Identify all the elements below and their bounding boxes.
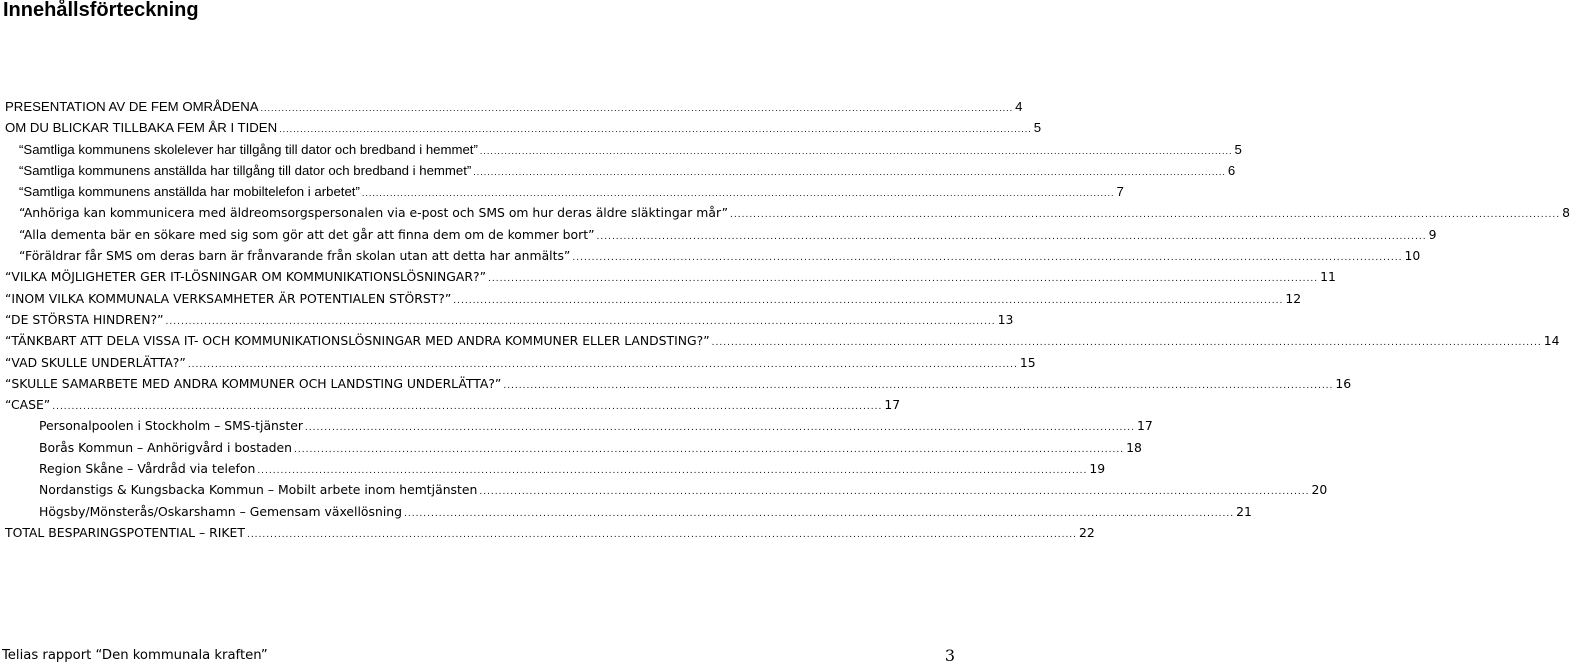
toc-entry[interactable] [5,394,901,415]
dot-leader: ....................................................................................................................................................................................................................... [187,359,1018,370]
toc-entry[interactable] [5,373,1352,394]
dot-leader: ....................................................................................................................................................................................................................... [260,103,1014,113]
toc-entry[interactable] [5,160,1236,181]
toc-entry-page: 17 [1137,418,1153,434]
toc-entry-label: “Samtliga kommunens anställda har mobiltelefon i arbetet” [19,184,360,200]
toc-entry-page: 5 [1033,120,1042,136]
toc-entry-label: “Föräldrar får SMS om deras barn är frånvarande från skolan utan att detta har anmälts” [19,248,571,264]
toc-entry-page: 10 [1404,248,1421,264]
toc-entry-label: “Alla dementa bär en sökare med sig som gör att det går att finna dem om de kommer bort” [19,226,595,242]
toc-entry-label: “VAD SKULLE UNDERLÄTTA?” [5,354,186,370]
toc-entry-label: Borås Kommun – Anhörigvård i bostaden [39,439,293,455]
toc-entry-label: TOTAL BESPARINGSPOTENTIAL – RIKET [5,524,245,540]
toc-entry-page: 18 [1126,439,1142,455]
toc-entry-page: 20 [1311,482,1328,498]
toc-entry-label: “SKULLE SAMARBETE MED ANDRA KOMMUNER OCH LANDSTING UNDERLÄTTA?” [5,375,502,391]
dot-leader: ....................................................................................................................................................................................................................... [279,124,1032,135]
toc-entry-page: 21 [1236,503,1252,519]
toc-entry-label: Nordanstigs & Kungsbacka Kommun – Mobilt arbete inom hemtjänsten [39,482,478,498]
toc-entry-page: 6 [1227,162,1236,178]
toc-entry-label: “TÄNKBART ATT DELA VISSA IT- OCH KOMMUNIKATIONSLÖSNINGAR MED ANDRA KOMMUNER ELLER LANDSTING?” [5,333,710,349]
toc-entry-page: 22 [1079,524,1095,540]
dot-leader: ....................................................................................................................................................................................................................... [246,529,1078,540]
dot-leader: ....................................................................................................................................................................................................................... [473,166,1226,177]
toc-entry-label: Högsby/Mönsterås/Oskarshamn – Gemensam växellösning [39,503,402,519]
toc-entry-page: 17 [884,397,901,413]
toc-entry-label: “VILKA MÖJLIGHETER GER IT-LÖSNINGAR OM KOMMUNIKATIONSLÖSNINGAR?” [5,269,486,285]
dot-leader: ....................................................................................................................................................................................................................... [52,402,883,413]
toc-entry[interactable] [5,266,1336,287]
dot-leader: ....................................................................................................................................................................................................................... [294,444,1125,455]
toc-entry-label: Personalpoolen i Stockholm – SMS-tjänster [39,418,303,434]
toc-entry[interactable] [5,139,1242,160]
dot-leader: ....................................................................................................................................................................................................................... [730,210,1561,221]
toc-entry[interactable] [5,117,1042,138]
toc-entry-page: 16 [1335,375,1352,391]
dot-leader: ....................................................................................................................................................................................................................... [503,380,1334,391]
toc-entry-page: 8 [1562,205,1570,221]
toc-entry[interactable] [5,224,1437,245]
toc-entry-label: “CASE” [5,397,51,413]
dot-leader: ....................................................................................................................................................................................................................... [165,316,996,327]
page-title: Innehållsförteckning [3,0,199,21]
toc-entry-page: 15 [1019,354,1036,370]
toc-entry-page: 9 [1428,226,1437,242]
toc-entry[interactable] [5,202,1570,223]
toc-entry[interactable] [5,288,1302,309]
toc-entry-page: 14 [1543,333,1560,349]
dot-leader: ....................................................................................................................................................................................................................... [479,145,1233,156]
footer-page-number: 3 [944,646,955,665]
toc-entry-page: 12 [1285,290,1302,306]
dot-leader: ....................................................................................................................................................................................................................... [572,253,1403,264]
toc-entry-page: 11 [1320,269,1336,285]
dot-leader: ....................................................................................................................................................................................................................... [403,508,1235,519]
toc-entry[interactable] [5,501,1252,522]
toc-entry[interactable] [5,245,1421,266]
toc-entry-label: “Samtliga kommunens anställda har tillgång till dator och bredband i hemmet” [19,162,472,178]
toc-entry-page: 5 [1234,141,1242,157]
toc-entry-label: “INOM VILKA KOMMUNALA VERKSAMHETER ÄR POTENTIALEN STÖRST?” [5,290,452,306]
toc-entry-page: 13 [997,311,1014,327]
toc-entry[interactable] [5,181,1124,202]
toc-entry-page: 4 [1015,99,1023,114]
dot-leader: ....................................................................................................................................................................................................................... [361,188,1115,199]
toc-entry-page: 19 [1089,461,1106,477]
dot-leader: ....................................................................................................................................................................................................................... [304,423,1136,434]
dot-leader: ....................................................................................................................................................................................................................... [711,338,1542,349]
dot-leader: ....................................................................................................................................................................................................................... [596,231,1427,242]
toc-entry[interactable] [5,479,1328,500]
toc-entry-label: “Samtliga kommunens skolelever har tillgång till dator och bredband i hemmet” [19,141,478,157]
toc-entry[interactable] [5,458,1106,479]
toc-entry-label: “DE STÖRSTA HINDREN?” [5,311,164,327]
dot-leader: ....................................................................................................................................................................................................................... [479,487,1310,498]
table-of-contents [5,96,1570,543]
toc-entry[interactable] [5,96,1023,117]
toc-entry-label: “Anhöriga kan kommunicera med äldreomsorgspersonalen via e-post och SMS om hur deras äldre släktingar mår” [19,205,729,221]
dot-leader: ....................................................................................................................................................................................................................... [453,295,1284,306]
toc-entry[interactable] [5,309,1014,330]
toc-entry[interactable] [5,352,1036,373]
dot-leader: ....................................................................................................................................................................................................................... [488,274,1319,285]
toc-entry-label: Region Skåne – Vårdråd via telefon [39,461,256,477]
toc-entry[interactable] [5,415,1153,436]
toc-entry-label: PRESENTATION AV DE FEM OMRÅDENA [5,99,259,114]
toc-entry[interactable] [5,522,1095,543]
dot-leader: ....................................................................................................................................................................................................................... [257,466,1088,477]
toc-entry[interactable] [5,330,1560,351]
footer-report-title: Telias rapport “Den kommunala kraften” [2,648,268,663]
toc-entry[interactable] [5,437,1142,458]
toc-entry-label: OM DU BLICKAR TILLBAKA FEM ÅR I TIDEN [5,120,278,136]
toc-entry-page: 7 [1116,184,1124,200]
